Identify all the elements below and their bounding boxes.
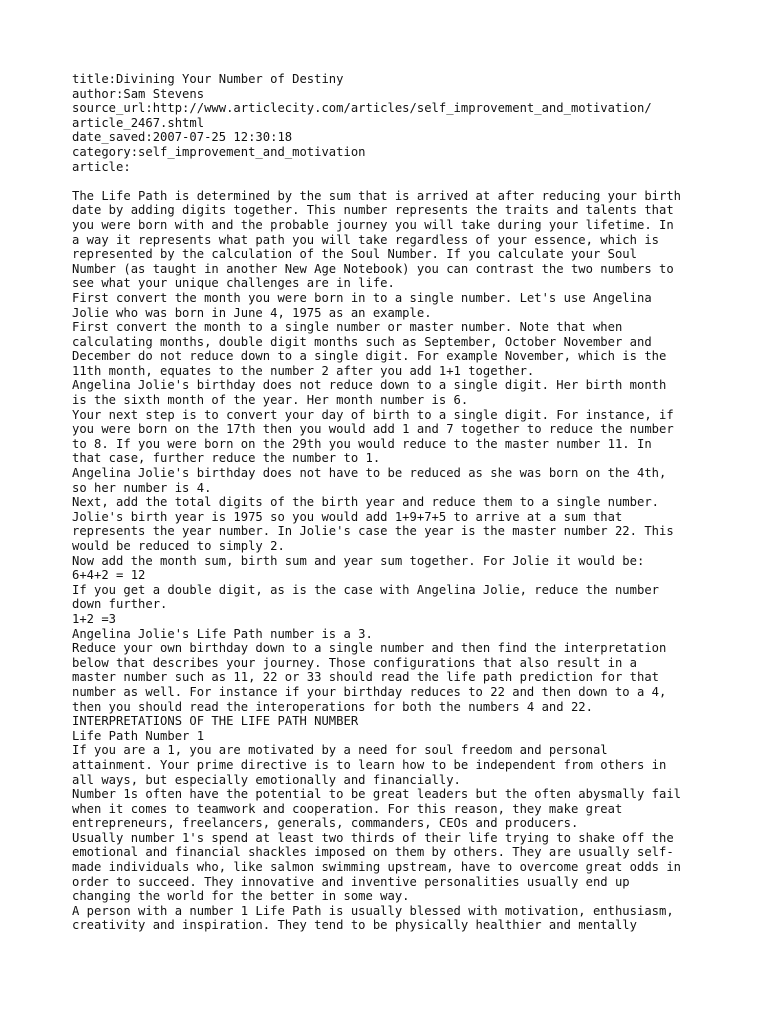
article-line: that case, further reduce the number to 1. (72, 451, 381, 466)
article-line: order to succeed. They innovative and inventive personalities usually end up (72, 874, 630, 889)
article-line: If you get a double digit, as is the case with Angelina Jolie, reduce the number (72, 582, 659, 597)
article-line: Angelina Jolie's birthday does not reduce down to a single digit. Her birth month (72, 378, 667, 393)
article-line: Jolie who was born in June 4, 1975 as an example. (72, 305, 432, 320)
document-page (72, 72, 702, 933)
article-line: Angelina Jolie's Life Path number is a 3. (72, 626, 373, 641)
article-line: so her number is 4. (72, 480, 212, 495)
article-line: Reduce your own birthday down to a single number and then find the interpretation (72, 641, 667, 656)
article-line: entrepreneurs, freelancers, generals, commanders, CEOs and producers. (72, 816, 579, 831)
article-line: calculating months, double digit months such as September, October November and (72, 334, 652, 349)
article-line: you were born with and the probable journey you will take during your lifetime. In (72, 217, 674, 232)
article-line: is the sixth month of the year. Her month number is 6. (72, 393, 469, 408)
article-line: then you should read the interoperations for both the numbers 4 and 22. (72, 699, 593, 714)
article-line: attainment. Your prime directive is to learn how to be independent from others in (72, 757, 667, 772)
article-line: Your next step is to convert your day of birth to a single digit. For instance, if (72, 407, 674, 422)
metadata-line: source_url:http://www.articlecity.com/articles/self_improvement_and_motivation/ (72, 101, 652, 116)
article-line: see what your unique challenges are in life. (72, 276, 395, 291)
article-line: Jolie's birth year is 1975 so you would add 1+9+7+5 to arrive at a sum that (72, 509, 623, 524)
metadata-line: author:Sam Stevens (72, 86, 205, 101)
article-line: a way it represents what path you will take regardless of your essence, which is (72, 232, 659, 247)
article-line: to 8. If you were born on the 29th you would reduce to the master number 11. In (72, 436, 652, 451)
article-line: number as well. For instance if your birthday reduces to 22 and then down to a 4, (72, 684, 667, 699)
article-line: all ways, but especially emotionally and financially. (72, 772, 461, 787)
article-line: 6+4+2 = 12 (72, 568, 146, 583)
article-line: you were born on the 17th then you would add 1 and 7 together to reduce the number (72, 422, 674, 437)
article-line: Now add the month sum, birth sum and year sum together. For Jolie it would be: (72, 553, 645, 568)
article-line: down further. (72, 597, 168, 612)
article-line: Number (as taught in another New Age Notebook) you can contrast the two numbers to (72, 261, 674, 276)
article-line: 1+2 =3 (72, 611, 117, 626)
metadata-line (72, 174, 702, 189)
article-line: Number 1s often have the potential to be great leaders but the often abysmally fail (72, 787, 682, 802)
article-line: Life Path Number 1 (72, 728, 205, 743)
article-line: emotional and financial shackles imposed on them by others. They are usually self- (72, 845, 674, 860)
article-line: master number such as 11, 22 or 33 should read the life path prediction for that (72, 670, 659, 685)
article-line: date by adding digits together. This number represents the traits and talents that (72, 203, 674, 218)
article-line: below that describes your journey. Those configurations that also result in a (72, 655, 637, 670)
article-line: 11th month, equates to the number 2 after you add 1+1 together. (72, 363, 535, 378)
article-line: A person with a number 1 Life Path is usually blessed with motivation, enthusiasm, (72, 903, 674, 918)
metadata-line: date_saved:2007-07-25 12:30:18 (72, 130, 293, 145)
article-line: represents the year number. In Jolie's case the year is the master number 22. This (72, 524, 674, 539)
article-line: when it comes to teamwork and cooperation. For this reason, they make great (72, 801, 623, 816)
article-line: changing the world for the better in some way. (72, 889, 410, 904)
article-line: First convert the month you were born in to a single number. Let's use Angelina (72, 290, 652, 305)
article-line: Usually number 1's spend at least two thirds of their life trying to shake off the (72, 830, 674, 845)
article-line: would be reduced to simply 2. (72, 539, 285, 553)
article-line: made individuals who, like salmon swimming upstream, have to overcome great odds in (72, 860, 682, 875)
article-line: The Life Path is determined by the sum that is arrived at after reducing your birth (72, 188, 682, 203)
article-line: Next, add the total digits of the birth year and reduce them to a single number. (72, 495, 659, 510)
article-line: creativity and inspiration. They tend to be physically healthier and mentally (72, 918, 637, 933)
document-body (72, 189, 702, 933)
metadata-line: category:self_improvement_and_motivation (72, 144, 366, 159)
article-line: If you are a 1, you are motivated by a need for soul freedom and personal (72, 743, 608, 758)
article-line: represented by the calculation of the Soul Number. If you calculate your Soul (72, 247, 637, 262)
metadata-line: title:Divining Your Number of Destiny (72, 72, 344, 86)
article-line: December do not reduce down to a single digit. For example November, which is the (72, 349, 667, 364)
article-line: INTERPRETATIONS OF THE LIFE PATH NUMBER (72, 714, 359, 729)
article-line: First convert the month to a single number or master number. Note that when (72, 320, 623, 335)
metadata-line: article_2467.shtml (72, 115, 205, 130)
article-line: Angelina Jolie's birthday does not have to be reduced as she was born on the 4th, (72, 466, 667, 481)
metadata-line: article: (72, 159, 131, 174)
document-header (72, 72, 702, 189)
